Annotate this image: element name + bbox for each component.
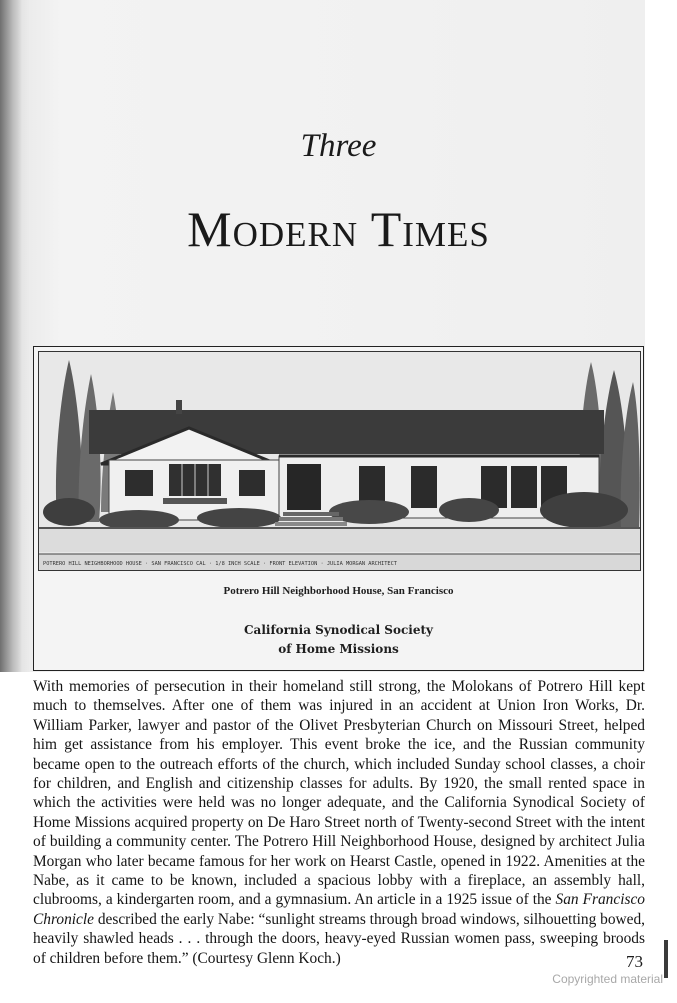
body-text-part-2: described the early Nabe: “sunlight streams through broad windows, silhouetting bowed, heavily shawled heads . . . through the doors, heavy-eyed Russian women pass, sweeping broods of children before them.” (Courtesy Glenn Koch.) <box>33 910 645 967</box>
chapter-title-word-modern: ODERN <box>232 215 359 254</box>
page-edge-mark <box>664 940 668 978</box>
figure-caption: Potrero Hill Neighborhood House, San Francisco <box>223 585 454 597</box>
society-line-1: California Synodical Society <box>244 623 433 637</box>
copyright-notice: Copyrighted material <box>552 972 663 986</box>
chapter-title <box>0 200 677 258</box>
house-elevation-svg <box>39 352 640 570</box>
chapter-title-initial-t: T <box>370 201 403 257</box>
architectural-illustration <box>33 346 644 671</box>
scan-shadow-edge <box>0 0 22 672</box>
drawing-caption-text: POTRERO HILL NEIGHBORHOOD HOUSE · SAN FRANCISCO CAL · 1/8 INCH SCALE · FRONT ELEVATION · JULIA MORGAN ARCHITECT <box>43 561 397 567</box>
chapter-title-initial-m: M <box>187 201 233 257</box>
society-line-2: of Home Missions <box>278 642 399 656</box>
newspaper-title: San Francisco Chronicle <box>33 891 645 928</box>
body-paragraph <box>33 677 645 968</box>
body-text-part-1: With memories of persecution in their homeland still strong, the Molokans of Potrero Hill kept much to themselves. After one of them was injured in an accident at Union Iron Works, Dr. William Parker, lawyer and pastor of the Olivet Presbyterian Church on Missouri Street, helped him get assistance from his employer. This event broke the ice, and the Russian community became open to the outreach efforts of the church, which included Sunday school classes, a choir for children, and English and citizenship classes for adults. By 1920, the small rented space in which the activities were held was no longer adequate, and the California Synodical Society of Home Missions acquired property on De Haro Street north of Twenty-second Street with the intent of building a community center. The Potrero Hill Neighborhood House, designed by architect Julia Morgan who later became famous for her work on Hearst Castle, opened in 1922. Amenities at the Nabe, as it came to be known, included a spacious lobby with a fireplace, an assembly hall, clubrooms, a kindergarten room, and a gymnasium. An article in a 1925 issue of the <box>33 678 645 909</box>
chapter-title-word-times: IMES <box>402 215 490 254</box>
page-number: 73 <box>626 952 643 971</box>
house-elevation-drawing <box>38 351 641 571</box>
society-credit <box>34 621 643 659</box>
chapter-number: Three <box>300 128 377 164</box>
